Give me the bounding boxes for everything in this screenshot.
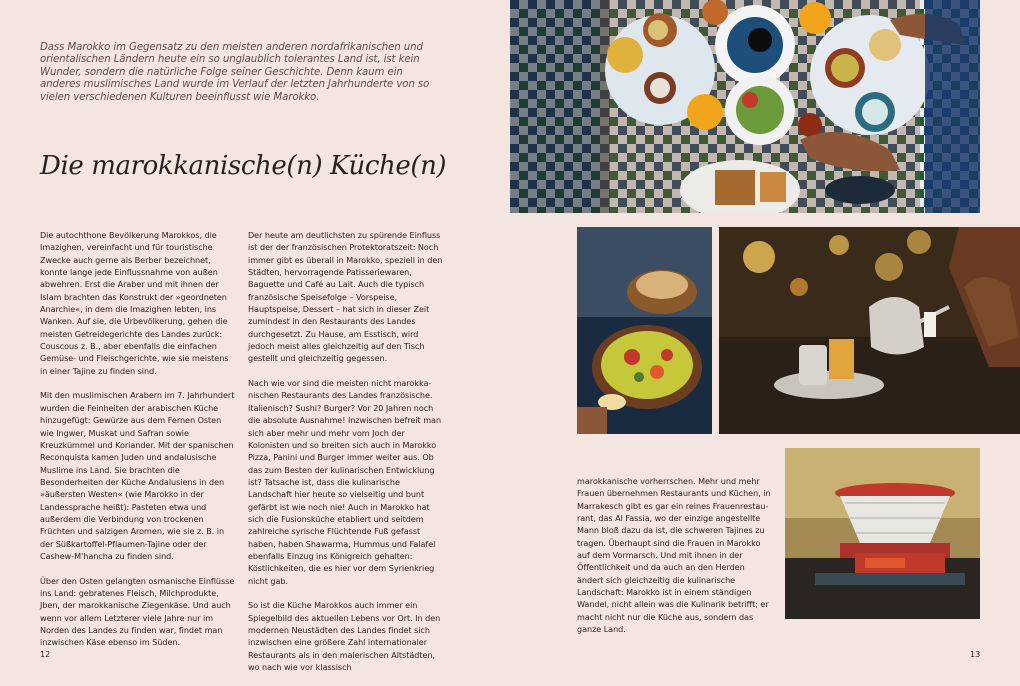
intro-paragraph: Dass Marokko im Gegensatz zu den meisten anderen nordafrikanischen und orientalischen Ländern heute ein so unglaublich tolerantes Land ist, ist kein Wunder, sondern die natürliche Folge seiner Geschichte. Denn kaum ein anderes muslimisches Land wurde im Verlauf der letzten Jahrhunderte von so vielen verschiedenen Kulturen beeinflusst wie Marokko. <box>40 42 430 103</box>
paragraph: Nach wie vor sind die meisten nicht marokkanischen Restaurants des Landes französische. Italienisch? Sushi? Burger? Vor 20 Jahren noch die absolute Ausnahme! Inzwischen befreit man sich aber mehr und mehr vom Joch der Kolonisten und so breiten sich auch in Marokko Pizza, Panini und Burger immer weiter aus. Ob das zum Besten der kulinarischen Entwicklung ist? Tatsache ist, dass die kulinarische Landschaft hier heute so vielseitig und bunt gefärbt ist wie noch nie! Auch in Marokko hat sich die Fusionsküche etabliert und seitdem zahlreiche syrische Flüchtende Fuß gefasst haben, haben Shawarma, Hummus und Falafel ebenfalls Einzug ins Königreich gehalten: Köstlichkeiten, die es hier vor dem Syrienkrieg nicht gab. <box>248 378 442 586</box>
text-column-1 <box>40 229 236 661</box>
paragraph: So ist die Küche Marokkos auch immer ein Spiegelbild des aktuellen Lebens vor Ort. In den modernen Neustädten des Landes findet sich inzwischen eine größere Zahl internationaler Restaurants als in den malerischen Altstädten, wo nach wie vor klassisch <box>248 600 441 673</box>
breakfast-table-photo <box>510 0 980 213</box>
paragraph: Mit den muslimischen Arabern im 7. Jahrhundert wurden die Feinheiten der arabischen Küche hinzugefügt: Gewürze aus dem Fernen Osten wie Ingwer, Muskat und Safran sowie Kreuzkümmel und Koriander. Mit der spanischen Reconquista kamen Juden und andalusische Muslime ins Land. Sie brachten die Besonderheiten der Küche Andalusiens in den »äußersten Westen« (wie Marokko in der Landessprache heißt): Pasteten etwa und außerdem die Verbindung von trockenen Früchten und salzigen Aromen, wie sie z. B. in der Süßkartoffel-Pflaumen-Tajine oder der Cashew-M'hancha zu finden sind. <box>40 390 235 561</box>
page-number-left: 12 <box>40 650 51 659</box>
text-column-2 <box>248 229 444 686</box>
paragraph: Der heute am deutlichsten zu spürende Einfluss ist der der französischen Protektoratszeit: Noch immer gibt es überall in Marokko, speziell in den Städten, hervorragende Patisseriewaren, Baguette und Café au Lait. Auch die typisch französische Speisefolge – Vorspeise, Hauptspeise, Dessert – hat sich in dieser Zeit zumindest in den Restaurants des Landes durchgesetzt. Zu Hause, am Esstisch, wird jedoch meist alles gleichzeitig auf den Tisch gestellt und gleichzeitig gegessen. <box>248 230 443 364</box>
paragraph: Die autochthone Bevölkerung Marokkos, die Imazighen, vereinfacht und für touristische Zwecke auch gerne als Berber bezeichnet, konnte lange jede Einflussnahme von außen abwehren. Erst die Araber und mit ihnen der Islam brachten das Konstrukt der »geordneten Anarchie«, in dem die Imazighen lebten, ins Wanken. Auf sie, die Urbevölkerung, gehen die meisten Getreidegerichte des Landes zurück: Couscous z. B., aber ebenfalls die einfachen Gemüse- und Fleischgerichte, wie sie meistens in einer Tajine zu finden sind. <box>40 230 229 376</box>
page-number-right: 13 <box>970 650 981 659</box>
salad-bowl-photo <box>577 227 712 434</box>
paragraph: Über den Osten gelangten osmanische Einflüsse ins Land: gebratenes Fleisch, Milchprodukte, Jben, der marokkanische Ziegenkäse. Und auch wenn vor allem Letzterer viele Jahre nur im Norden des Landes zu finden war, findet man inzwischen Käse ebenso im Süden. <box>40 575 235 648</box>
paragraph: marokkanische vorherrschen. Mehr und mehr Frauen übernehmen Restaurants und Küchen, in Marrakesch gibt es gar ein reines Frauenrestaurant, das Al Fassia, wo der einzige angestellte Mann bloß dazu da ist, die schweren Tajines zu tragen. Überhaupt sind die Frauen in Marokko auf dem Vormarsch. Und mit ihnen in der Öffentlichkeit und da auch an den Herden ändert sich gleichzeitig die kulinarische Landschaft: Marokko ist in einem ständigen Wandel, nicht allein was die Kulinarik betrifft; er macht nicht nur die Küche aus, sondern das ganze Land. <box>577 476 771 635</box>
chapter-title: Die marokkanische(n) Küche(n) <box>40 151 447 181</box>
market-scale-photo <box>785 448 980 619</box>
text-column-3 <box>577 475 773 648</box>
mint-tea-photo <box>719 227 1020 434</box>
